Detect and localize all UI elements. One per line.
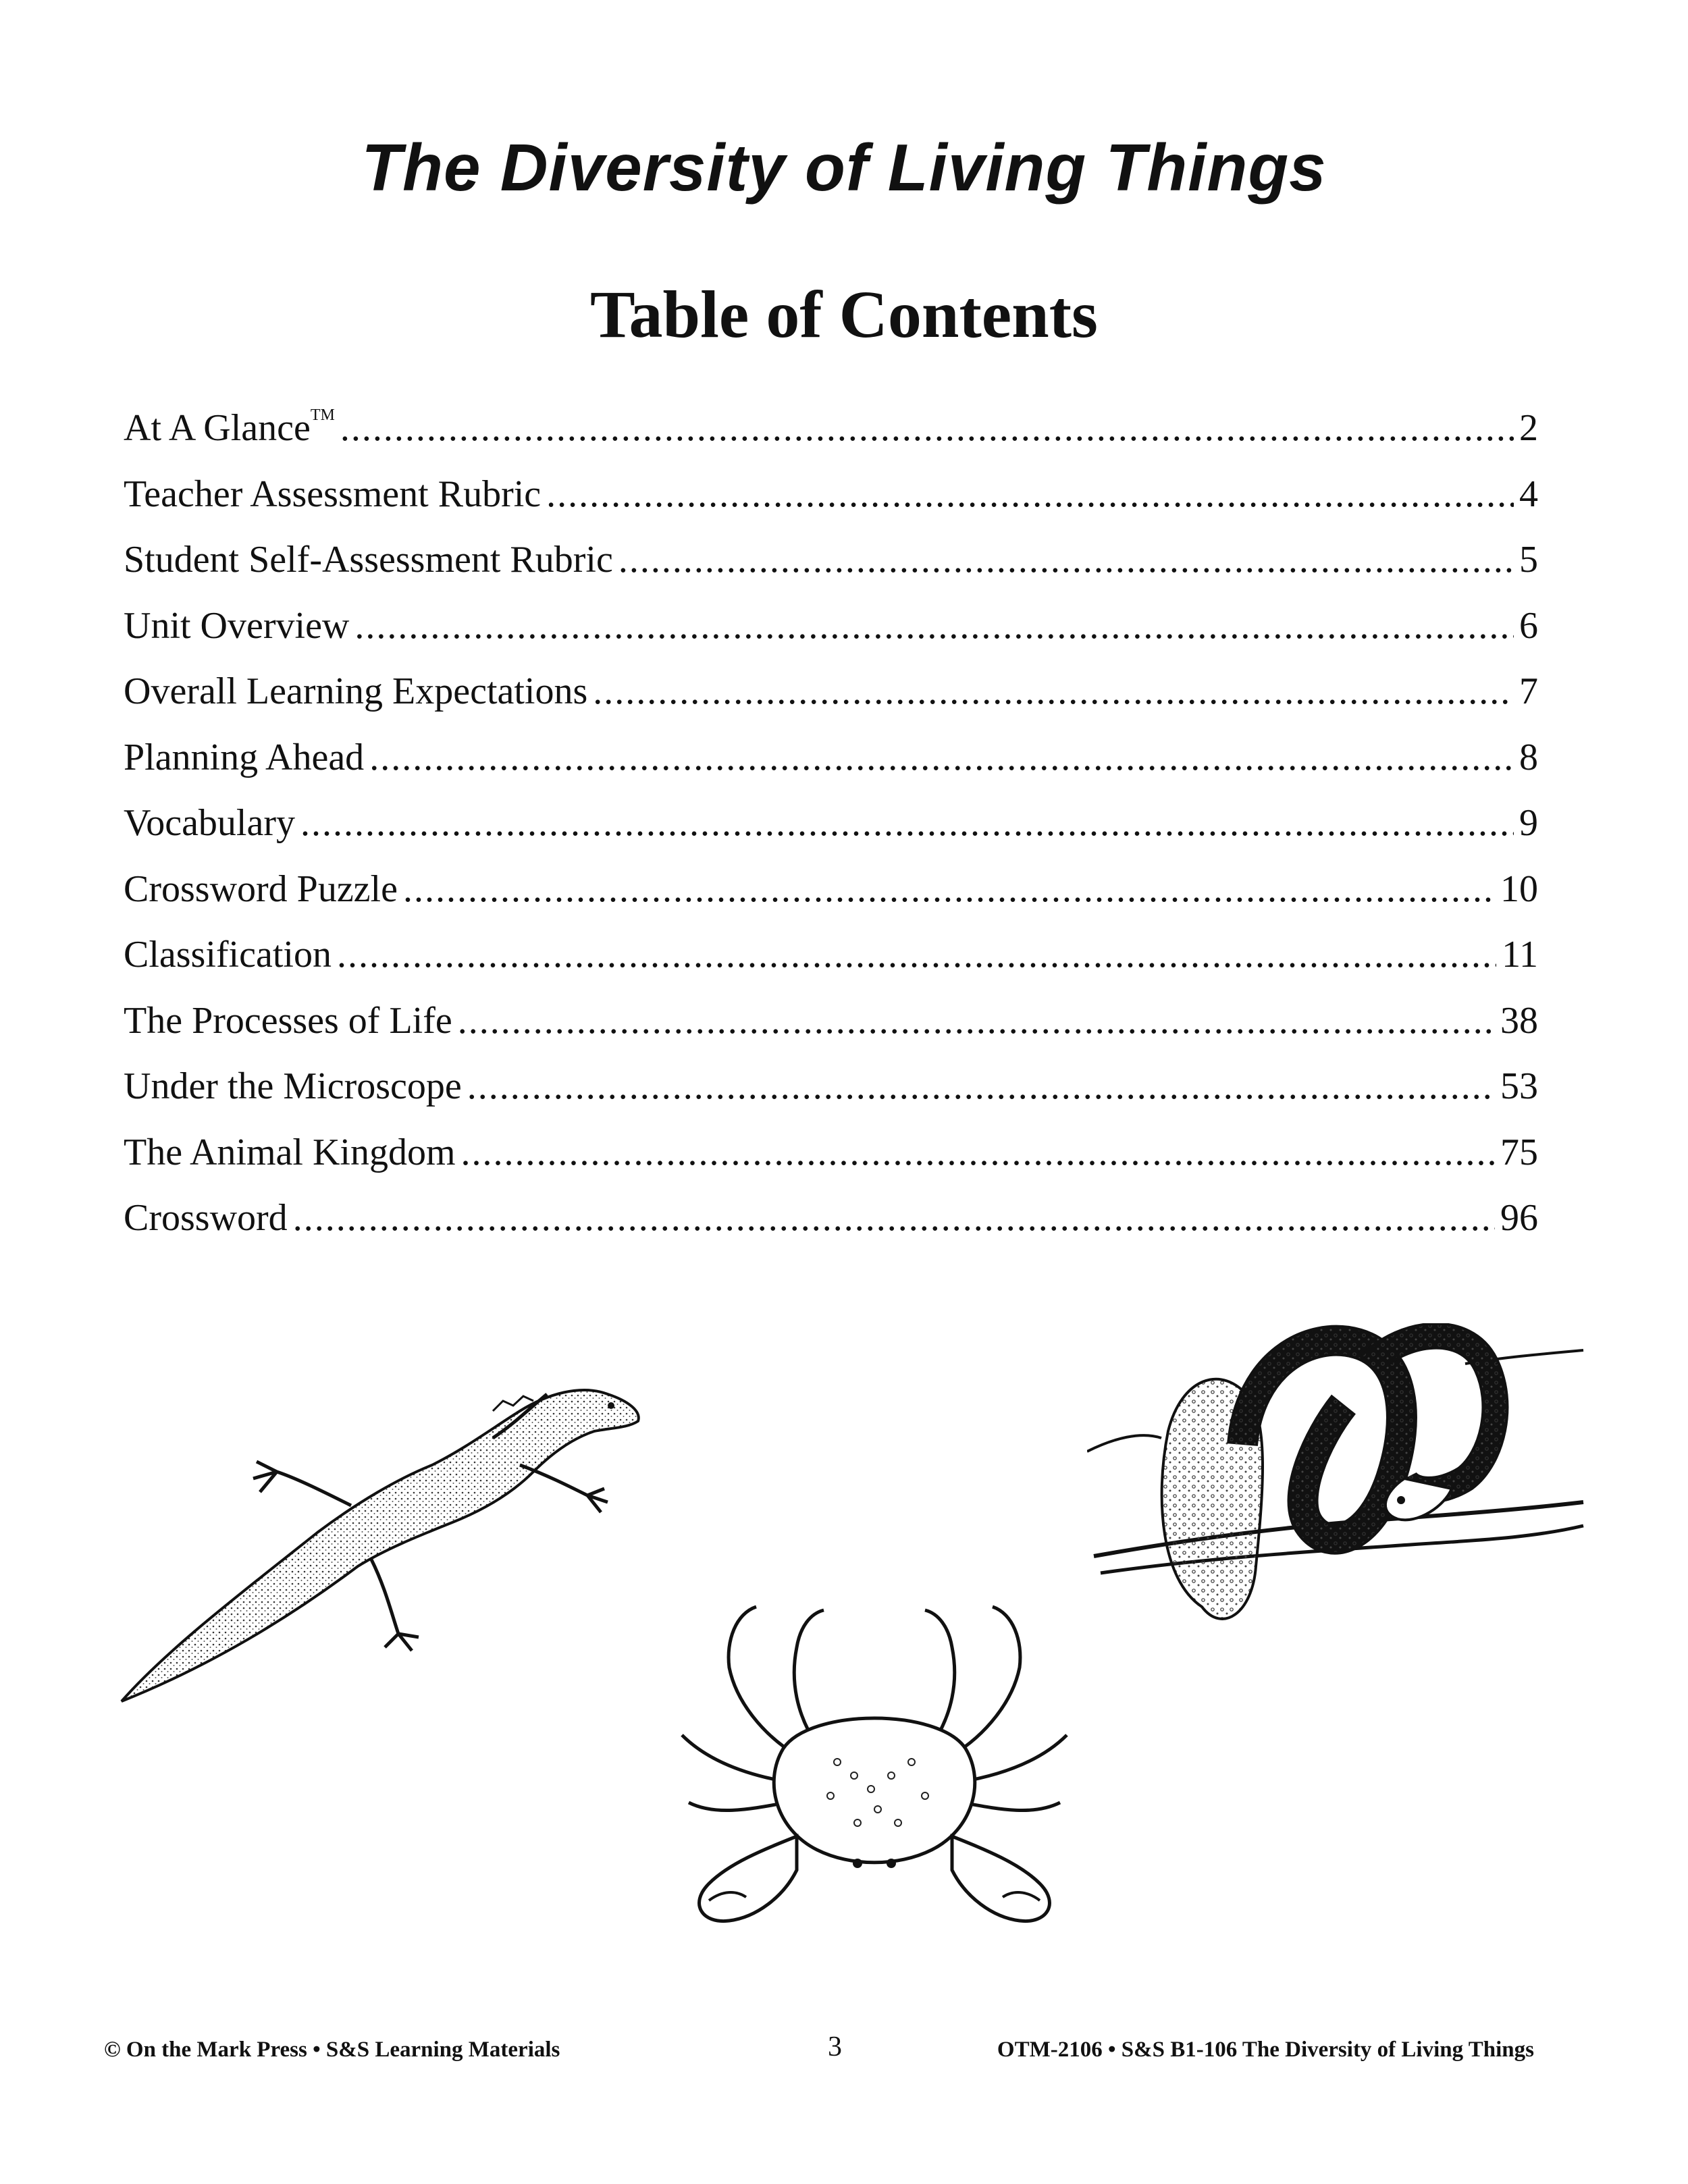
toc-entry	[124, 1131, 1538, 1197]
toc-leader-dots	[300, 801, 1514, 845]
toc-entry-label: Under the Microscope	[124, 1065, 462, 1107]
toc-leader-dots	[340, 406, 1514, 450]
toc-entry-page: 53	[1500, 1065, 1538, 1107]
lizard-illustration	[115, 1364, 655, 1722]
toc-entry	[124, 1196, 1538, 1262]
toc-entry-label: Overall Learning Expectations	[124, 670, 588, 712]
toc-entry-page: 6	[1519, 604, 1538, 647]
toc-entry-page: 96	[1500, 1197, 1538, 1239]
toc-leader-dots	[618, 538, 1514, 581]
toc-entry-label: Vocabulary	[124, 802, 295, 844]
toc-entry-label: At A Glance™	[124, 406, 335, 449]
toc-entry-label: Classification	[124, 934, 332, 976]
toc-entry	[124, 868, 1538, 934]
toc-entry-page: 4	[1519, 473, 1538, 515]
book-title: The Diversity of Living Things	[361, 130, 1327, 205]
toc-entry	[124, 473, 1538, 539]
toc-entry-label: Student Self-Assessment Rubric	[124, 539, 613, 581]
toc-entry-label: Crossword Puzzle	[124, 868, 398, 910]
toc-entry-page: 75	[1500, 1131, 1538, 1173]
toc-entry-page: 2	[1519, 407, 1538, 449]
toc-leader-dots	[293, 1196, 1495, 1240]
table-of-contents	[124, 406, 1538, 1262]
toc-leader-dots	[354, 604, 1514, 647]
toc-leader-dots	[403, 868, 1495, 911]
toc-entry	[124, 670, 1538, 736]
toc-entry	[124, 801, 1538, 868]
footer-page-number: 3	[828, 2031, 842, 2062]
toc-entry-page: 9	[1519, 802, 1538, 844]
toc-entry-label: The Processes of Life	[124, 999, 452, 1042]
crab-illustration	[662, 1600, 1080, 1931]
toc-heading: Table of Contents	[590, 277, 1098, 352]
toc-leader-dots	[369, 736, 1514, 779]
footer-product-code: OTM-2106 • S&S B1-106 The Diversity of Living Things	[997, 2037, 1534, 2062]
toc-entry	[124, 933, 1538, 999]
toc-entry-page: 8	[1519, 736, 1538, 778]
toc-leader-dots	[546, 473, 1514, 516]
toc-leader-dots	[467, 1065, 1495, 1108]
toc-entry-page: 7	[1519, 670, 1538, 712]
toc-entry	[124, 999, 1538, 1065]
toc-entry-label: Unit Overview	[124, 604, 350, 647]
toc-entry-label: Planning Ahead	[124, 736, 365, 778]
toc-leader-dots	[337, 933, 1496, 976]
toc-entry	[124, 406, 1538, 473]
toc-entry-label: Crossword	[124, 1197, 288, 1239]
toc-entry-page: 11	[1502, 934, 1538, 976]
toc-entry-page: 38	[1500, 999, 1538, 1042]
trademark-mark: TM	[310, 406, 335, 424]
toc-entry-label: The Animal Kingdom	[124, 1131, 456, 1173]
toc-entry	[124, 1065, 1538, 1131]
toc-entry-page: 5	[1519, 539, 1538, 581]
toc-leader-dots	[458, 999, 1495, 1042]
toc-entry-label: Teacher Assessment Rubric	[124, 473, 542, 515]
toc-leader-dots	[461, 1131, 1495, 1174]
toc-entry	[124, 538, 1538, 604]
snake-illustration	[1087, 1323, 1587, 1688]
toc-entry-page: 10	[1500, 868, 1538, 910]
toc-entry	[124, 604, 1538, 670]
toc-leader-dots	[593, 670, 1514, 713]
footer-publisher: © On the Mark Press • S&S Learning Materials	[104, 2037, 560, 2062]
toc-entry	[124, 736, 1538, 802]
